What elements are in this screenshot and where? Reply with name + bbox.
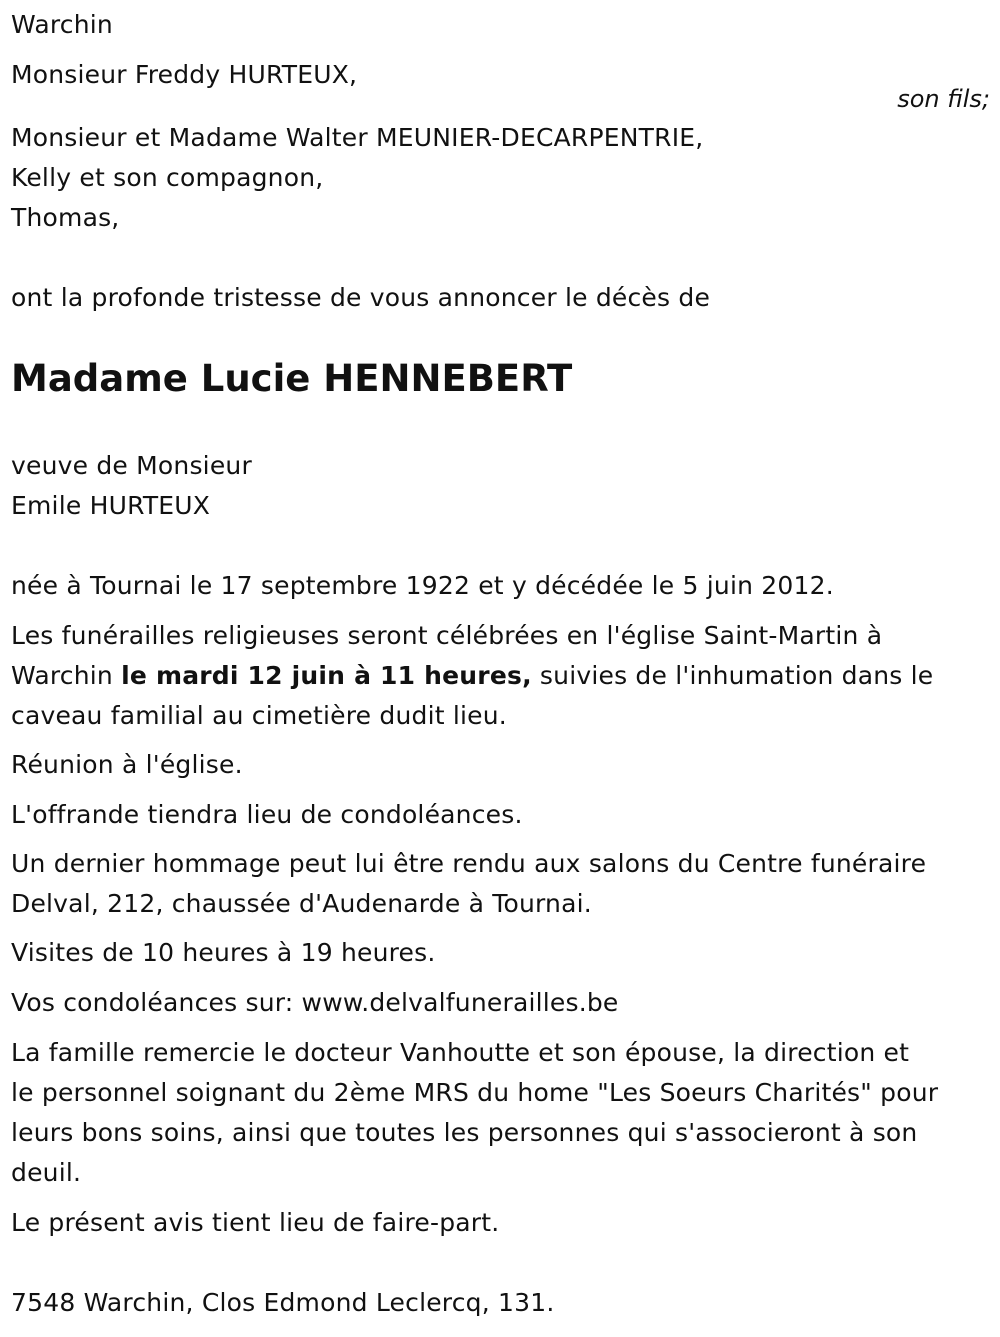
deceased-name: Madame Lucie HENNEBERT xyxy=(11,357,573,400)
thanks-line-3: leurs bons soins, ainsi que toutes les personnes qui s'associeront à son xyxy=(11,1118,918,1147)
grandchild-line-3: Thomas, xyxy=(11,203,120,232)
meeting-text: Réunion à l'église. xyxy=(11,750,243,779)
thanks-line-4: deuil. xyxy=(11,1158,82,1187)
grandchild-line-1: Monsieur et Madame Walter MEUNIER-DECARPENTRIE, xyxy=(11,123,704,152)
son-name: Monsieur Freddy HURTEUX, xyxy=(11,60,358,89)
address-text: 7548 Warchin, Clos Edmond Leclercq, 131. xyxy=(11,1288,555,1317)
funeral-burial: suivies de l'inhumation dans le xyxy=(531,661,934,690)
thanks-line-1: La famille remercie le docteur Vanhoutte et son épouse, la direction et xyxy=(11,1038,910,1067)
grandchild-line-2: Kelly et son compagnon, xyxy=(11,163,324,192)
offering-text: L'offrande tiendra lieu de condoléances. xyxy=(11,800,523,829)
birth-death-text: née à Tournai le 17 septembre 1922 et y décédée le 5 juin 2012. xyxy=(11,571,834,600)
funeral-line-1: Les funérailles religieuses seront célébrées en l'église Saint-Martin à xyxy=(11,621,883,650)
funeral-datetime: le mardi 12 juin à 11 heures, xyxy=(121,661,532,690)
funeral-line-2 xyxy=(11,656,933,696)
widow-line-2: Emile HURTEUX xyxy=(11,491,211,520)
thanks-line-2: le personnel soignant du 2ème MRS du home "Les Soeurs Charités" pour xyxy=(11,1078,939,1107)
announcement-text: ont la profonde tristesse de vous annoncer le décès de xyxy=(11,283,711,312)
widow-line-1: veuve de Monsieur xyxy=(11,451,252,480)
funeral-place: Warchin xyxy=(11,661,122,690)
visits-text: Visites de 10 heures à 19 heures. xyxy=(11,938,436,967)
funeral-line-3: caveau familial au cimetière dudit lieu. xyxy=(11,701,507,730)
condolences-text: Vos condoléances sur: www.delvalfunerailles.be xyxy=(11,988,619,1017)
tribute-line-1: Un dernier hommage peut lui être rendu aux salons du Centre funéraire xyxy=(11,849,927,878)
notice-text: Le présent avis tient lieu de faire-part. xyxy=(11,1208,500,1237)
son-relation: son fils; xyxy=(897,85,990,113)
location-header: Warchin xyxy=(11,10,113,39)
tribute-line-2: Delval, 212, chaussée d'Audenarde à Tournai. xyxy=(11,889,592,918)
